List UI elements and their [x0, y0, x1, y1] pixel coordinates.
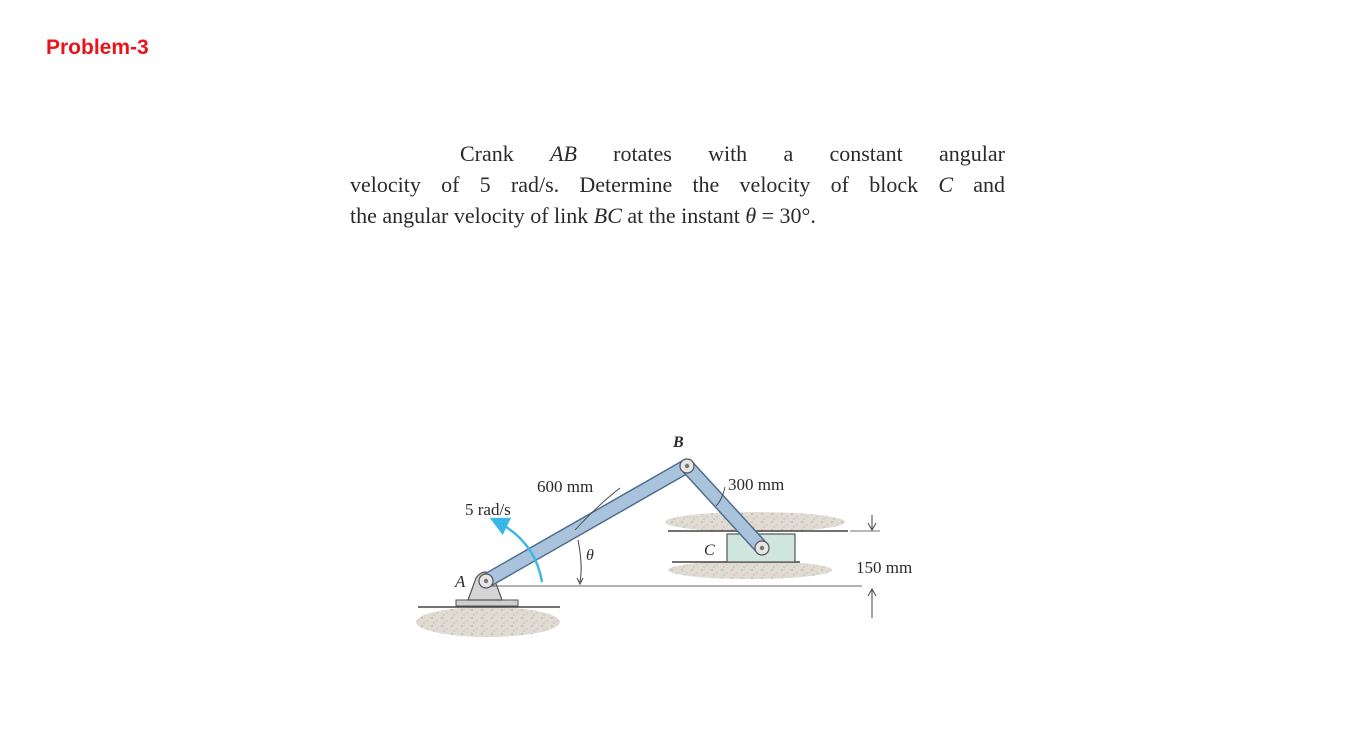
block-symbol: C	[938, 172, 954, 197]
crank-symbol: AB	[550, 141, 577, 166]
text-segment: velocity of 5 rad/s. Determine the velocity of block	[350, 172, 939, 197]
label-offset: 150 mm	[856, 558, 913, 577]
pin-b	[680, 459, 694, 473]
text-segment: and	[953, 172, 1006, 197]
label-ab-length: 600 mm	[537, 477, 594, 496]
theta-arc	[578, 540, 581, 582]
ground-a	[416, 600, 560, 637]
label-angular-velocity: 5 rad/s	[465, 500, 511, 519]
text-segment: Crank	[460, 141, 551, 166]
text-segment: = 30°.	[756, 203, 816, 228]
text-segment: at the instant	[621, 203, 746, 228]
problem-heading: Problem-3	[46, 36, 149, 59]
label-theta: θ	[586, 547, 594, 564]
label-c: C	[704, 542, 715, 559]
theta-symbol: θ	[745, 203, 757, 228]
label-bc-length: 300 mm	[728, 475, 785, 494]
pin-a	[479, 574, 493, 588]
text-segment: rotates with a constant angular	[576, 141, 1005, 166]
label-a: A	[455, 572, 466, 591]
link-symbol: BC	[593, 203, 622, 228]
text-segment: the angular velocity of link	[350, 203, 594, 228]
label-b: B	[673, 434, 684, 451]
pin-c	[755, 541, 769, 555]
